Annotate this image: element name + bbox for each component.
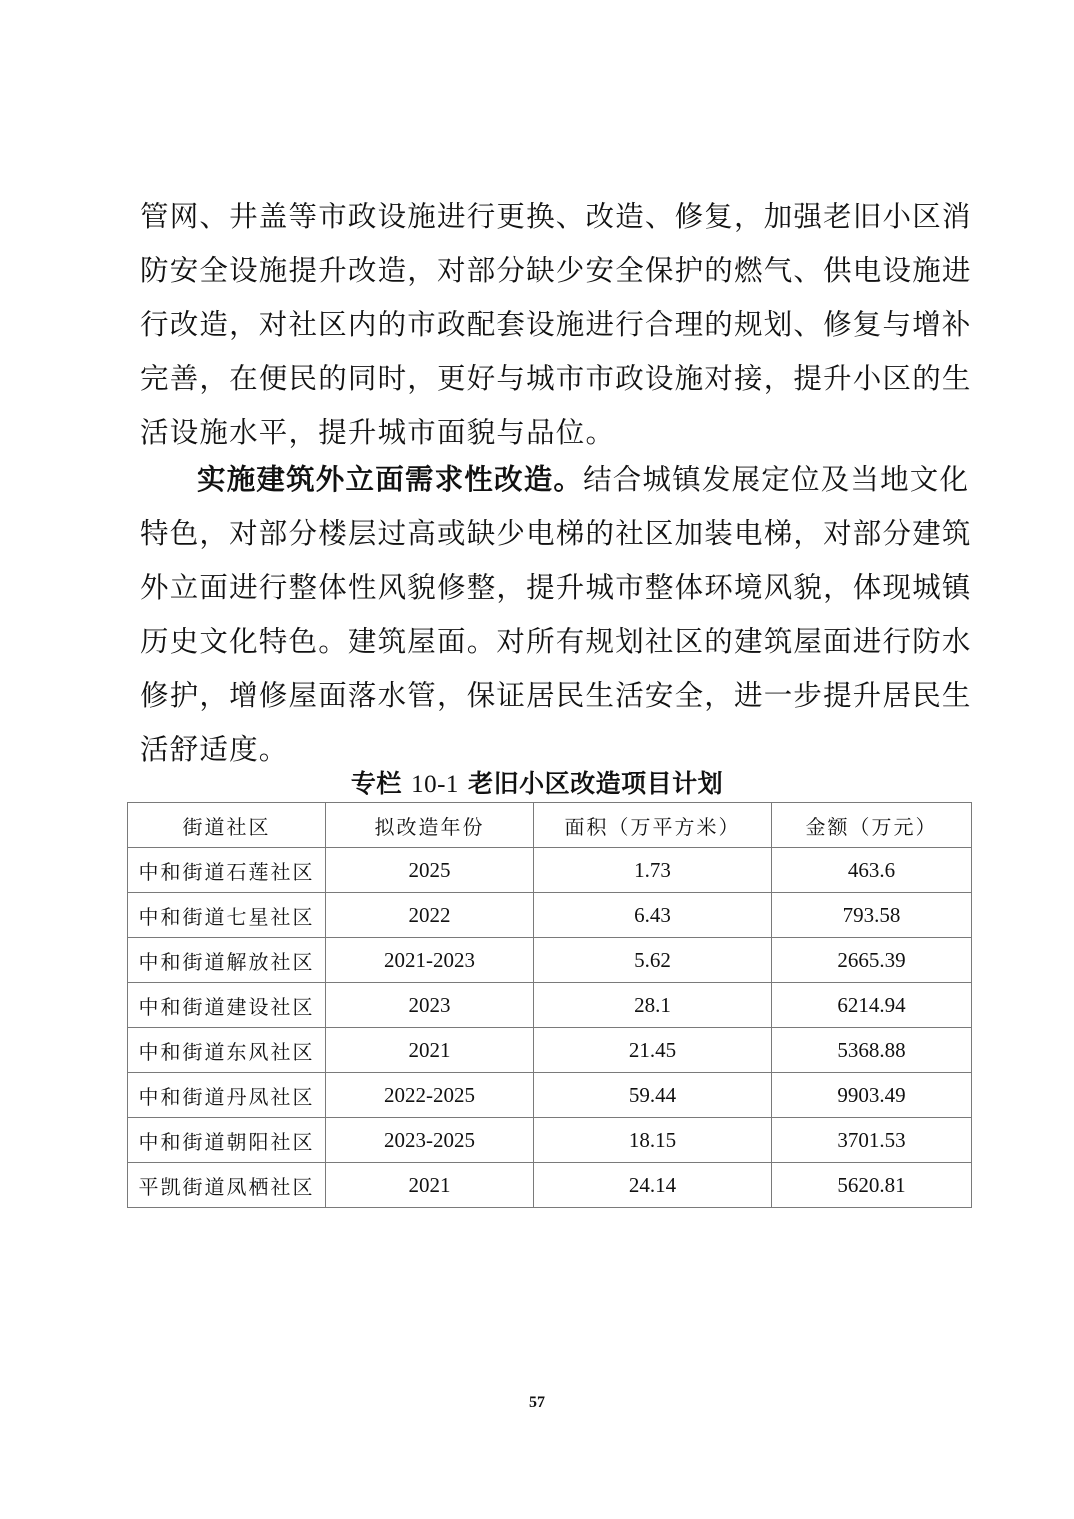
- header-amount: 金额（万元）: [772, 803, 972, 848]
- table-row: [128, 938, 972, 983]
- cell-amount: 5620.81: [772, 1163, 972, 1208]
- cell-amount: 9903.49: [772, 1073, 972, 1118]
- text-line: 修护，增修屋面落水管，保证居民生活安全，进一步提升居民生: [140, 679, 972, 712]
- cell-community: 中和街道东风社区: [128, 1028, 326, 1073]
- cell-area: 28.1: [534, 983, 772, 1028]
- cell-community: 中和街道朝阳社区: [128, 1118, 326, 1163]
- body-paragraph-2: [140, 452, 972, 777]
- text-line: 防安全设施提升改造，对部分缺少安全保护的燃气、供电设施进: [140, 254, 972, 287]
- text-line: 活设施水平，提升城市面貌与品位。: [140, 416, 616, 449]
- body-paragraph-1: [140, 190, 972, 460]
- caption-prefix: 专栏: [350, 769, 402, 798]
- cell-year: 2021: [326, 1028, 534, 1073]
- cell-community: 中和街道石莲社区: [128, 848, 326, 893]
- text-line: 历史文化特色。建筑屋面。对所有规划社区的建筑屋面进行防水: [140, 625, 972, 658]
- cell-community: 中和街道丹凤社区: [128, 1073, 326, 1118]
- text-line: 特色，对部分楼层过高或缺少电梯的社区加装电梯，对部分建筑: [140, 517, 972, 550]
- header-community: 街道社区: [128, 803, 326, 848]
- cell-area: 6.43: [534, 893, 772, 938]
- header-area: 面积（万平方米）: [534, 803, 772, 848]
- paragraph-heading: 实施建筑外立面需求性改造。: [197, 462, 584, 496]
- cell-area: 59.44: [534, 1073, 772, 1118]
- cell-area: 5.62: [534, 938, 772, 983]
- caption-number: 10-1: [411, 771, 459, 798]
- cell-area: 1.73: [534, 848, 772, 893]
- text-line: 行改造，对社区内的市政配套设施进行合理的规划、修复与增补: [140, 308, 972, 341]
- table-row: [128, 1028, 972, 1073]
- cell-year: 2022-2025: [326, 1073, 534, 1118]
- caption-title: 老旧小区改造项目计划: [468, 769, 724, 798]
- text-line: 管网、井盖等市政设施进行更换、改造、修复，加强老旧小区消: [140, 200, 972, 233]
- header-year: 拟改造年份: [326, 803, 534, 848]
- cell-community: 中和街道建设社区: [128, 983, 326, 1028]
- table-row: [128, 1073, 972, 1118]
- text-line: 外立面进行整体性风貌修整，提升城市整体环境风貌，体现城镇: [140, 571, 972, 604]
- table-row: [128, 983, 972, 1028]
- table-row: [128, 1163, 972, 1208]
- table-header-row: [128, 803, 972, 848]
- text-line: 完善，在便民的同时，更好与城市市政设施对接，提升小区的生: [140, 362, 972, 395]
- cell-area: 18.15: [534, 1118, 772, 1163]
- text-fragment: 结合城镇发展定位及当地文化: [583, 463, 970, 496]
- cell-year: 2021-2023: [326, 938, 534, 983]
- cell-amount: 3701.53: [772, 1118, 972, 1163]
- cell-year: 2022: [326, 893, 534, 938]
- table-row: [128, 848, 972, 893]
- cell-year: 2021: [326, 1163, 534, 1208]
- cell-area: 21.45: [534, 1028, 772, 1073]
- cell-year: 2025: [326, 848, 534, 893]
- table-caption: [0, 764, 1074, 800]
- cell-area: 24.14: [534, 1163, 772, 1208]
- cell-amount: 6214.94: [772, 983, 972, 1028]
- table-row: [128, 1118, 972, 1163]
- page-number: 57: [529, 1394, 545, 1411]
- cell-amount: 5368.88: [772, 1028, 972, 1073]
- cell-amount: 793.58: [772, 893, 972, 938]
- text-line: 活舒适度。: [140, 733, 289, 766]
- cell-year: 2023: [326, 983, 534, 1028]
- cell-amount: 2665.39: [772, 938, 972, 983]
- cell-community: 平凯街道凤栖社区: [128, 1163, 326, 1208]
- table-row: [128, 893, 972, 938]
- text-line-first: [140, 452, 970, 507]
- cell-community: 中和街道解放社区: [128, 938, 326, 983]
- renovation-plan-table: [127, 802, 972, 1208]
- cell-year: 2023-2025: [326, 1118, 534, 1163]
- cell-community: 中和街道七星社区: [128, 893, 326, 938]
- cell-amount: 463.6: [772, 848, 972, 893]
